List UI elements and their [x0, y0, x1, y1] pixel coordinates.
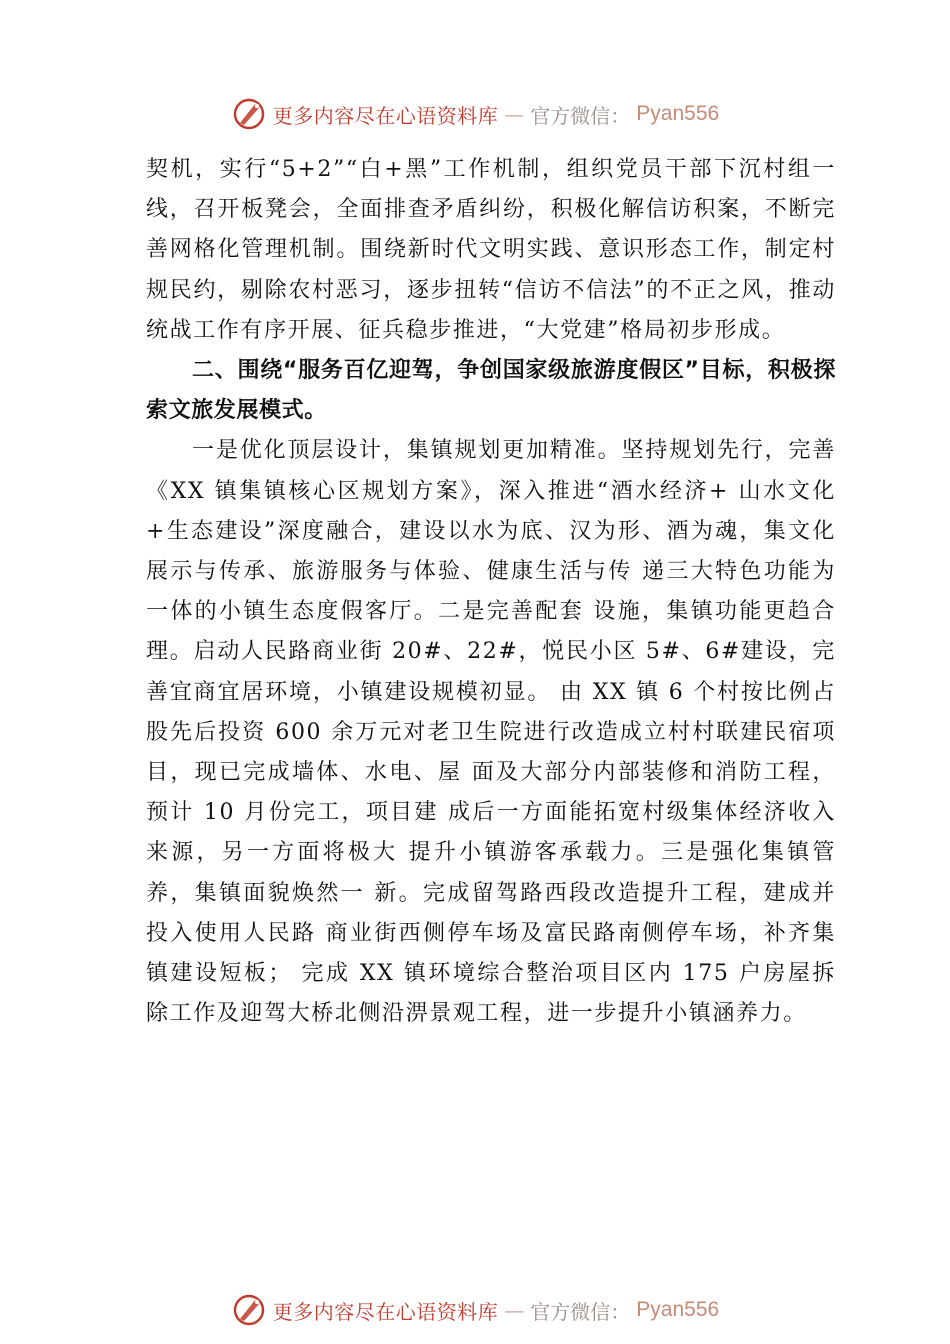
footer-watermark	[0, 1290, 950, 1330]
document-body	[146, 150, 836, 1034]
paragraph-culture-tourism: 一是优化顶层设计，集镇规划更加精准。坚持规划先行，完善《XX 镇集镇核心区规划方案》，深入推进“酒水经济+ 山水文化+生态建设”深度融合，建设以水为底、汉为形、酒为魂，集文化展示与传承、旅游服务与体验、健康生活与传 递三大特色功能为一体的小镇生态度假客厅。二是完善配套 设施，集镇功能更趋合理。启动人民路商业街 20#、22#，悦民小区 5#、6#建设，完善宜商宜居环境，小镇建设规模初显。 由 XX 镇 6 个村按比例占股先后投资 600 余万元对老卫生院进行改造成立村村联建民宿项目，现已完成墙体、水电、屋 面及大部分内部装修和消防工程，预计 10 月份完工，项目建 成后一方面能拓宽村级集体经济收入来源，另一方面将极大 提升小镇游客承载力。三是强化集镇管养，集镇面貌焕然一 新。完成留驾路西段改造提升工程，建成并投入使用人民路 商业街西侧停车场及富民路南侧停车场，补齐集镇建设短板； 完成 XX 镇环境综合整治项目区内 175 户房屋拆除工作及迎驾大桥北侧沿淠景观工程，进一步提升小镇涵养力。	[146, 438, 836, 1027]
section-heading: 二、围绕“服务百亿迎驾，争创国家级旅游度假区”目标，积极探索文旅发展模式。	[146, 358, 836, 424]
watermark-separator: —	[504, 1298, 525, 1322]
pen-nib-seal-icon	[231, 1292, 267, 1328]
watermark-main-text: 更多内容尽在心语资料库	[272, 1299, 499, 1324]
watermark-account: Pyan556	[636, 1298, 720, 1321]
watermark-main-text: 更多内容尽在心语资料库	[272, 103, 499, 128]
watermark-separator: —	[504, 102, 525, 126]
pen-nib-seal-icon	[231, 96, 267, 132]
header-watermark	[0, 94, 950, 134]
watermark-label: 官方微信：	[530, 1299, 631, 1324]
paragraph-continuation: 契机，实行“5+2”“白+黑”工作机制，组织党员干部下沉村组一线，召开板凳会，全面排查矛盾纠纷，积极化解信访积案，不断完善网格化管理机制。围绕新时代文明实践、意识形态工作，制定村规民约，剔除农村恶习，逐步扭转“信访不信法”的不正之风，推动统战工作有序开展、征兵稳步推进，“大党建”格局初步形成。	[146, 157, 836, 343]
watermark-label: 官方微信：	[530, 103, 631, 128]
watermark-account: Pyan556	[636, 102, 720, 125]
